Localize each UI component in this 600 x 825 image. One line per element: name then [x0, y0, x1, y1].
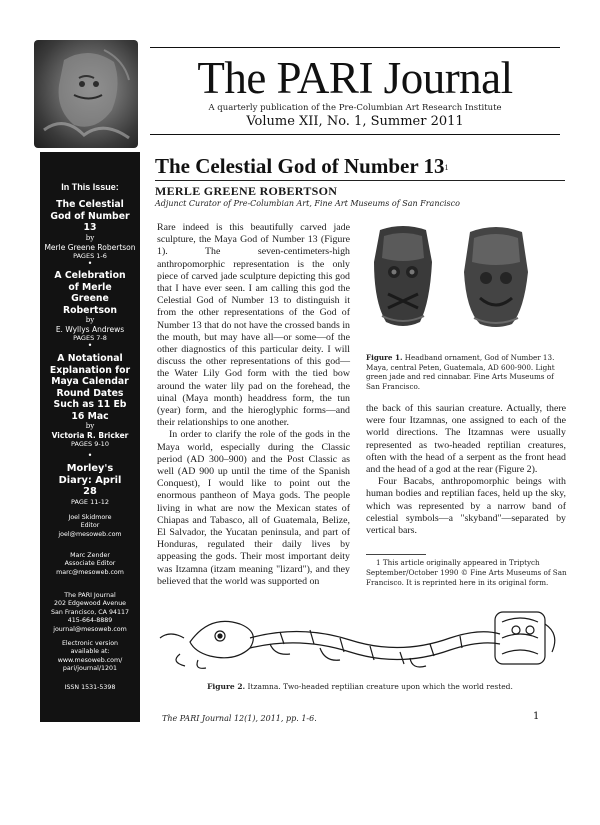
sidebar-bullet: • [87, 259, 93, 268]
sidebar-article-title: Morley's Diary: April 28 [58, 463, 122, 497]
body-column-left [157, 222, 350, 588]
sidebar-article-2 [40, 270, 140, 343]
sidebar-article-by: by [85, 233, 95, 242]
footer-citation: The PARI Journal 12(1), 2011, pp. 1-6. [162, 714, 317, 723]
editor-role: Editor [80, 522, 100, 530]
sidebar-article-title: The Celestial God of Number 13 [50, 199, 130, 233]
article-title-rule [155, 180, 565, 181]
body-paragraph: the back of this saurian creature. Actually, there were four Itzamnas, one assigned to each of the world directions. The Itzamnas were usually represented as two-headed reptilian creatures, often with the head of a serpent as the front head and the head of a god at the rear (Figure 2). [366, 403, 566, 476]
address-email[interactable]: journal@mesoweb.com [53, 625, 127, 633]
sidebar-article-title: A Notational Explanation for Maya Calendar Round Dates Such as 11 Eb 16 Mac [49, 353, 131, 422]
title-footnote-mark: 1 [444, 163, 449, 172]
figure2-caption-text: Itzamna. Two-headed reptilian creature upon which the world rested. [247, 682, 513, 691]
figure1-caption-label: Figure 1. [366, 353, 403, 362]
masthead-bottom-rule [150, 134, 560, 135]
figure2-caption-label: Figure 2. [207, 682, 246, 691]
body-paragraph: In order to clarify the role of the gods in the Maya world, especially during the Classic period (AD 300–900) and the Post Classic as well (AD 900 up until the time of the Spanish Conquest), I would like to point out the enormous pantheon of Maya gods. The people living in what are now the Mexican states of Chiapas and Tabasco, all of Guatemala, Belize, El Salvador, the Yucatan peninsula, and part of Honduras, regulated their daily lives by appeasing the gods. Their most important deity was Itzamna (itzam meaning "lizard"), and they believed that the world was supported on [157, 429, 350, 587]
sidebar-assoc-editor [40, 552, 140, 577]
electronic-line: Electronic version [61, 640, 119, 647]
assoc-editor-role: Associate Editor [64, 560, 116, 568]
article-title: The Celestial God of Number $13^1$ [155, 154, 449, 178]
assoc-editor-name: Marc Zender [70, 552, 110, 559]
sidebar-article-author: E. Wyllys Andrews [55, 325, 125, 334]
sidebar-bullet: • [87, 341, 93, 350]
address-line: The PARI Journal [64, 592, 116, 599]
figure1-caption [366, 353, 568, 391]
footnote-rule [366, 554, 426, 555]
electronic-url[interactable]: pari/journal/1201 [62, 665, 118, 673]
figure2-itzamna-drawing [150, 604, 570, 674]
sidebar-article-4 [40, 463, 140, 507]
address-line: 202 Edgewood Avenue [53, 600, 127, 608]
sidebar-article-3 [40, 353, 140, 449]
body-paragraph: Four Bacabs, anthropomorphic beings with human bodies and reptilian faces, held up the sky, which was represented by a narrow band of celestial symbols—a "skyband"—separated by vertical bars. [366, 476, 566, 537]
electronic-url[interactable]: www.mesoweb.com/ [57, 656, 123, 664]
sidebar-address [40, 592, 140, 634]
journal-volume: Volume XII, No. 1, Summer 2011 [246, 114, 464, 129]
journal-title: The PARI Journal [197, 53, 513, 103]
sidebar-article-author: Victoria R. Bricker [51, 431, 129, 440]
editor-name: Joel Skidmore [68, 514, 112, 521]
sidebar-article-1 [40, 199, 140, 261]
article-author: MERLE GREENE ROBERTSON [155, 184, 338, 198]
sidebar-article-pages: PAGES 9-10 [71, 440, 109, 448]
sidebar-article-by: by [85, 316, 95, 324]
journal-subtitle: A quarterly publication of the Pre-Columbian Art Research Institute [208, 103, 502, 113]
sidebar-editor [40, 514, 140, 539]
carved-face-relief [34, 40, 138, 148]
body-column-right [366, 403, 566, 537]
masthead-sculpture-image [34, 40, 138, 148]
sidebar-bullet: • [87, 451, 93, 460]
issue-sidebar [40, 152, 140, 722]
sidebar-article-pages: PAGES 7-8 [73, 334, 107, 342]
sidebar-article-pages: PAGE 11-12 [71, 497, 109, 506]
figure1-jade-front-image [370, 222, 436, 330]
footnote: 1 This article originally appeared in Triptych September/October 1990 © Fine Arts Museums of San Francisco. It is reprinted here in its original form. [366, 558, 567, 587]
page-number: 1 [533, 711, 540, 722]
figure2-caption [150, 682, 570, 691]
author-affiliation: Adjunct Curator of Pre-Columbian Art, Fine Art Museums of San Francisco [155, 199, 460, 208]
sidebar-article-by: by [85, 422, 95, 430]
assoc-editor-email[interactable]: marc@mesoweb.com [56, 568, 124, 576]
address-line: San Francisco, CA 94117 [51, 608, 129, 616]
sidebar-article-title: A Celebration of Merle Greene Robertson [54, 270, 126, 316]
sidebar-heading: In This Issue: [61, 182, 119, 192]
sidebar-article-author: Merle Greene Robertson [44, 242, 136, 252]
address-phone: 415-664-8889 [67, 617, 113, 625]
sidebar-article-pages: PAGES 1-6 [73, 251, 107, 260]
body-paragraph: Rare indeed is this beautifully carved jade sculpture, the Maya God of Number 13 (Figure 1). The seven-centimeters-high anthropomorphic representation is the only piece of carved jade sculpture depicting this god that I have ever seen. I am calling this god the Celestial God of Number 13 to distinguish it from the other representations of the God of Number 13 that do not have the crossed bands in the mouth, but may have all—or some—of the other diagnostics of this particular deity. I will discuss the other representations of this god—the Water Lily God form with the tied bow around the water lily pad on the forehead, the uinal (Maya month) headdress form, the tun (year) form, and the hieroglyphic forms—and their relationships to one another. [157, 222, 350, 429]
figure1-jade-side-image [458, 222, 534, 330]
sidebar-issn: ISSN 1531-5398 [64, 684, 116, 691]
masthead-top-rule [150, 47, 560, 48]
editor-email[interactable]: joel@mesoweb.com [58, 530, 122, 538]
figure1-caption-text: Headband ornament, God of Number 13. Maya, central Peten, Guatemala, AD 600-900. Light green jade and red cinnabar. Fine Arts Museums of San Francisco. [366, 353, 555, 391]
sidebar-electronic [40, 640, 140, 674]
electronic-line: available at: [70, 648, 110, 656]
